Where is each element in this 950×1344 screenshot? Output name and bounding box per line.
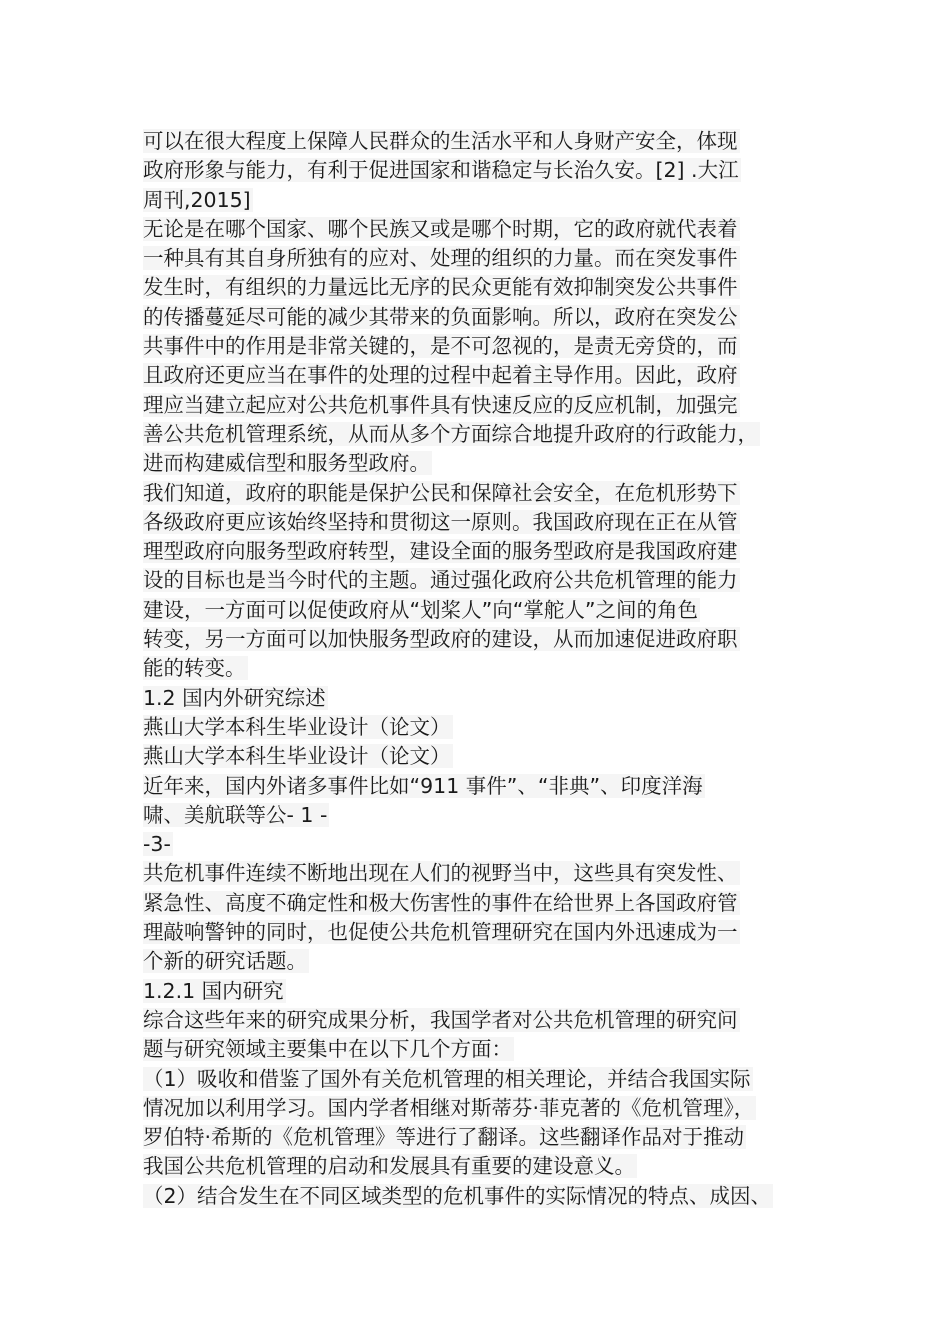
running-header-1-content: 燕山大学本科生毕业设计（论文） [143,714,451,739]
text-line-24-content: 啸、美航联等公- 1 - [143,802,328,827]
text-line-7-content: 的传播蔓延尽可能的减少其带来的负面影响。所以，政府在突发公 [143,304,738,329]
page-number-marker-content: -3- [143,832,171,857]
text-line-36-content: 我国公共危机管理的启动和发展具有重要的建设意义。 [143,1154,635,1179]
text-line-10 [143,391,843,420]
text-line-8-content: 共事件中的作用是非常关键的，是不可忽视的，是责无旁贷的，而 [143,334,738,359]
text-line-26 [143,859,843,888]
text-line-29-content: 个新的研究话题。 [143,949,307,974]
text-line-35 [143,1123,843,1152]
text-line-34-content: 情况加以利用学习。国内学者相继对斯蒂芬·菲克著的《危机管理》， [143,1095,755,1120]
running-header-1 [143,713,843,742]
text-line-14 [143,508,843,537]
text-line-6 [143,273,843,302]
text-line-10-content: 理应当建立起应对公共危机事件具有快速反应的反应机制，加强完 [143,392,738,417]
text-line-12-content: 进而构建威信型和服务型政府。 [143,451,430,476]
text-line-28 [143,918,843,947]
text-line-32-content: 题与研究领域主要集中在以下几个方面： [143,1037,512,1062]
text-line-17 [143,596,843,625]
text-line-34 [143,1094,843,1123]
text-line-37-content: （2）结合发生在不同区域类型的危机事件的实际情况的特点、成因、 [143,1183,772,1208]
text-line-27-content: 紧急性、高度不确定性和极大伤害性的事件在给世界上各国政府管 [143,890,738,915]
text-line-5-content: 一种具有其自身所独有的应对、处理的组织的力量。而在突发事件 [143,246,738,271]
section-heading-1-2-content: 1.2 国内外研究综述 [143,685,326,710]
text-line-18-content: 转变，另一方面可以加快服务型政府的建设，从而加速促进政府职 [143,627,738,652]
text-line-13-content: 我们知道，政府的职能是保护公民和保障社会安全，在危机形势下 [143,480,738,505]
text-line-2-content: 政府形象与能力，有利于促进国家和谐稳定与长治久安。[2] .大江 [143,158,739,183]
text-line-31-content: 综合这些年来的研究成果分析，我国学者对公共危机管理的研究问 [143,1007,738,1032]
text-line-16 [143,566,843,595]
text-line-15 [143,537,843,566]
text-line-4-content: 无论是在哪个国家、哪个民族又或是哪个时期，它的政府就代表着 [143,216,738,241]
text-line-7 [143,303,843,332]
text-line-28-content: 理敲响警钟的同时，也促使公共危机管理研究在国内外迅速成为一 [143,920,738,945]
document-body [143,127,843,1211]
section-heading-1-2 [143,684,843,713]
text-line-8 [143,332,843,361]
section-heading-1-2-1-content: 1.2.1 国内研究 [143,978,284,1003]
text-line-31 [143,1006,843,1035]
text-line-29 [143,947,843,976]
running-header-2 [143,742,843,771]
section-heading-1-2-1 [143,977,843,1006]
text-line-11 [143,420,843,449]
running-header-2-content: 燕山大学本科生毕业设计（论文） [143,744,451,769]
text-line-1-content: 可以在很大程度上保障人民群众的生活水平和人身财产安全，体现 [143,129,738,153]
text-line-32 [143,1035,843,1064]
text-line-14-content: 各级政府更应该始终坚持和贯彻这一原则。我国政府现在正在从管 [143,509,738,534]
text-line-5 [143,244,843,273]
text-line-23-content: 近年来，国内外诸多事件比如“911 事件”、“非典”、印度洋海 [143,773,703,798]
text-line-36 [143,1152,843,1181]
text-line-3 [143,186,843,215]
text-line-9 [143,361,843,390]
text-line-4 [143,215,843,244]
text-line-13 [143,479,843,508]
text-line-35-content: 罗伯特·希斯的《危机管理》等进行了翻译。这些翻译作品对于推动 [143,1125,745,1150]
text-line-19-content: 能的转变。 [143,656,246,681]
text-line-1 [143,127,843,156]
page-number-marker [143,830,843,859]
text-line-18 [143,625,843,654]
text-line-37 [143,1182,843,1211]
text-line-33-content: （1）吸收和借鉴了国外有关危机管理的相关理论，并结合我国实际 [143,1066,751,1091]
text-line-2 [143,156,843,185]
text-line-24 [143,801,843,830]
text-line-33 [143,1065,843,1094]
text-line-9-content: 且政府还更应当在事件的处理的过程中起着主导作用。因此，政府 [143,363,738,388]
text-line-11-content: 善公共危机管理系统，从而从多个方面综合地提升政府的行政能力， [143,421,758,446]
text-line-26-content: 共危机事件连续不断地出现在人们的视野当中，这些具有突发性、 [143,861,738,886]
text-line-6-content: 发生时，有组织的力量远比无序的民众更能有效抑制突发公共事件 [143,275,738,300]
text-line-27 [143,889,843,918]
text-line-19 [143,654,843,683]
text-line-17-content: 建设，一方面可以促使政府从“划桨人”向“掌舵人”之间的角色 [143,597,698,622]
text-line-3-content: 周刊,2015] [143,187,251,212]
text-line-16-content: 设的目标也是当今时代的主题。通过强化政府公共危机管理的能力 [143,568,738,593]
text-line-15-content: 理型政府向服务型政府转型，建设全面的服务型政府是我国政府建 [143,539,738,564]
text-line-12 [143,449,843,478]
text-line-23 [143,772,843,801]
